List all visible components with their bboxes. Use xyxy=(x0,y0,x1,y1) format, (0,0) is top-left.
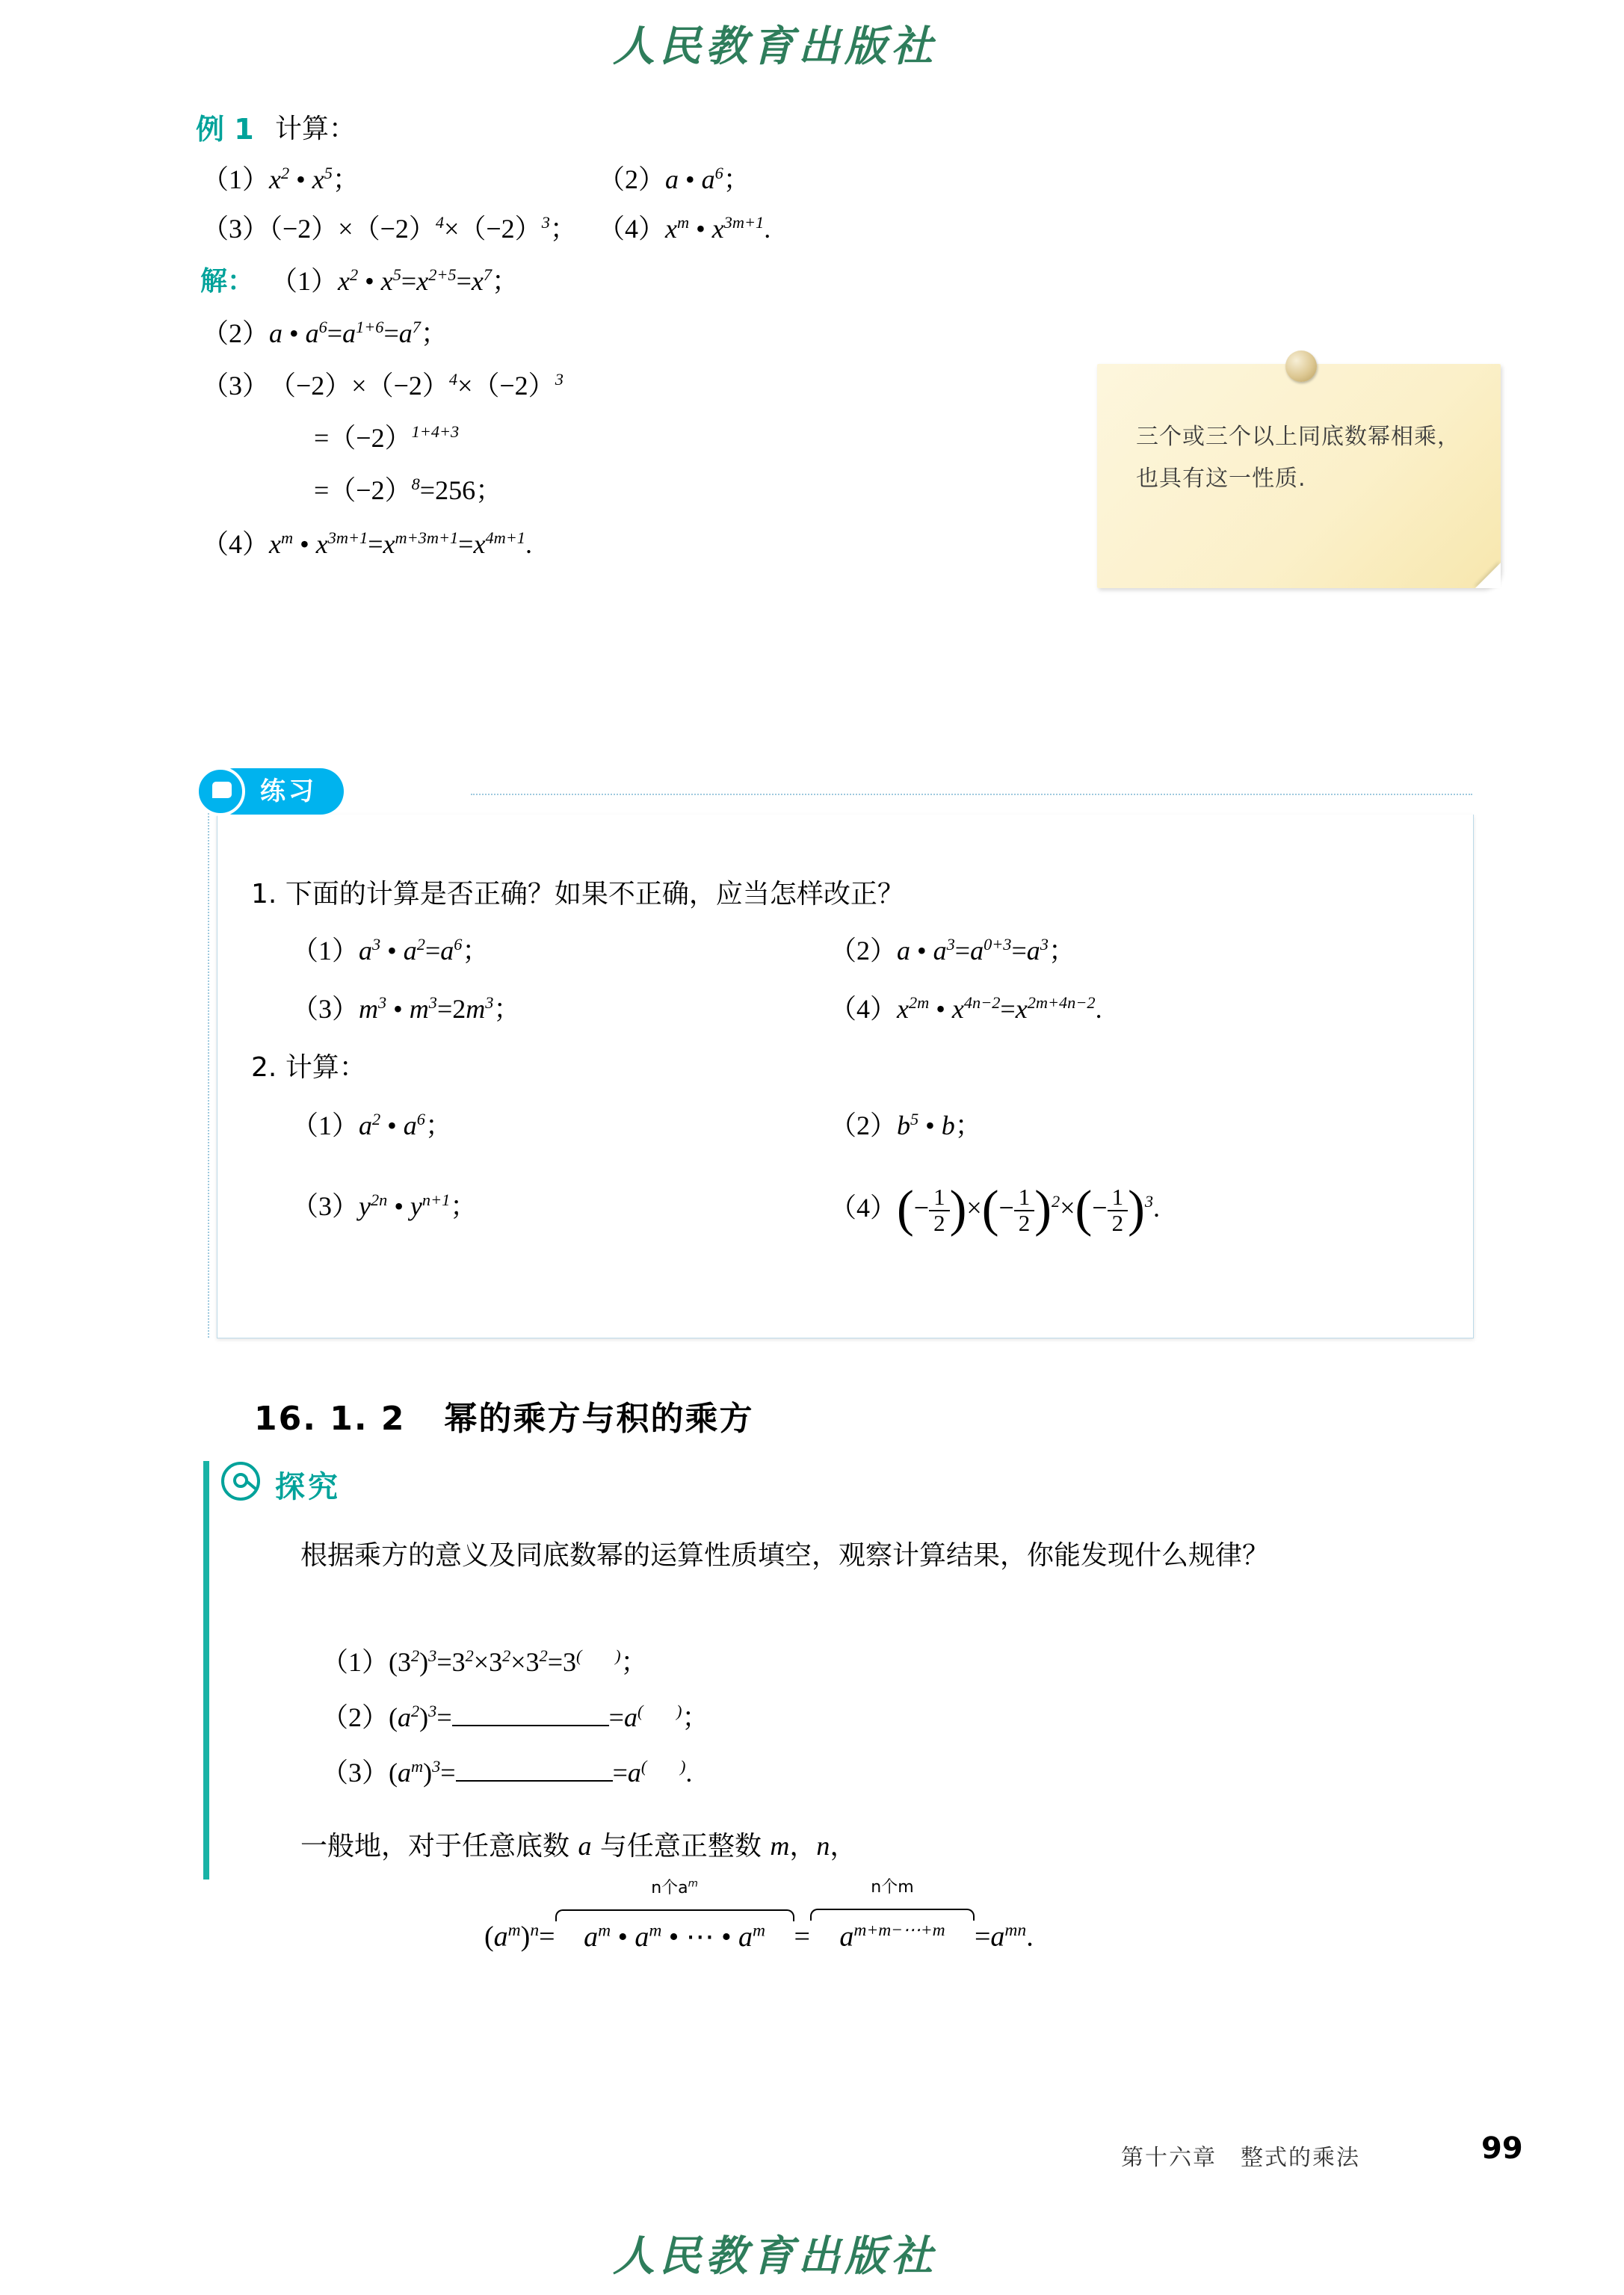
brace-caption-2: n个m xyxy=(871,1878,914,1897)
example-item-1: $(1)x^2$ • $x^5$； xyxy=(202,164,359,194)
publisher-logo-bottom: 人民教育出版社 xyxy=(613,2234,937,2280)
exercise-border-top xyxy=(471,794,1472,795)
inquiry-label: 探究 xyxy=(275,1470,341,1504)
inquiry-item-3: $(3)(a^m)^3= =a^{( )}$. xyxy=(321,1757,693,1788)
section-number: 16. 1. 2 xyxy=(254,1400,406,1438)
exercise-q2-text: 计算： xyxy=(285,1052,366,1083)
sticky-note xyxy=(1097,364,1501,588)
solution-line-5: $=(-2)^8=256$； xyxy=(314,475,503,505)
solution-line-3: （3） $(-2)\times(-2)^4\times(-2)^3$ xyxy=(202,370,564,401)
brace-caption-1: n个$a^m$ xyxy=(651,1877,698,1897)
exercise-q2-number: 2. xyxy=(251,1052,277,1083)
exercise-q1-item-4: $(4)x^{2m}$ • $x^{4n-2}=x^{2m+4n-2}$. xyxy=(830,993,1102,1024)
sticky-note-text: 三个或三个以上同底数幂相乘，也具有这一性质. xyxy=(1136,424,1460,492)
exercise-q1-text: 下面的计算是否正确？如果不正确，应当怎样改正？ xyxy=(285,879,904,909)
page-number: 99 xyxy=(1481,2131,1523,2166)
exercise-q2-item-4: （4）(− $\frac{1}{2}$ )×(− $\frac{1}{2}$ )$^2$×(− $\frac{1}{2}$ )$^3$. xyxy=(830,1180,1161,1237)
inquiry-formula: $(a^m)^n=$ n个$a^m$ $a^m$ • $a^m$ • ⋯ • $a^m$ = n个m $a^{m+m-\cdots+m} =a^{mn}$. xyxy=(484,1913,1034,1953)
solution-line-2: （2）a • $a^6=a^{1+6}=a^7$； xyxy=(202,318,448,348)
inquiry-paragraph-2: 一般地，对于任意底数 a 与任意正整数 m，n， xyxy=(300,1831,857,1862)
exercise-tag-label: 练习 xyxy=(260,776,317,806)
section-heading xyxy=(254,1391,754,1439)
exercise-tag xyxy=(211,768,344,815)
section-title: 幂的乘方与积的乘方 xyxy=(444,1400,754,1438)
exercise-q2-item-2: $(2)b^5$ • b； xyxy=(830,1110,982,1140)
example-item-3: $(3)(-2)\times(-2)^4\times(-2)^3$； xyxy=(202,213,577,244)
exercise-q1-item-3: $(3)m^3$ • $m^3=2m^3$； xyxy=(291,993,521,1024)
exercise-q1 xyxy=(251,873,904,911)
bookmark-icon xyxy=(196,767,245,816)
example-item-4: $(4)x^m$ • $x^{3m+1}$. xyxy=(598,213,771,244)
exercise-q1-number: 1. xyxy=(251,879,277,909)
inquiry-paragraph-1: 根据乘方的意义及同底数幂的运算性质填空，观察计算结果，你能发现什么规律？ xyxy=(300,1540,1270,1571)
exercise-border-left xyxy=(208,792,209,1338)
exercise-q2-item-1: $(1)a^2$ • $a^6$； xyxy=(291,1110,452,1140)
solution-line-1: $(1)x^2$ • $x^5=x^{2+5}=x^7$； xyxy=(271,265,519,296)
footer-chapter: 第十六章 整式的乘法 xyxy=(1121,2145,1360,2171)
solution-line-4: $=(-2)^{1+4+3}$ xyxy=(314,422,460,453)
exercise-q1-item-2: （2）a • $a^3=a^{0+3}=a^3$； xyxy=(830,935,1075,966)
exercise-q2 xyxy=(251,1046,366,1084)
example-label: 例 1 xyxy=(196,113,254,146)
exercise-q2-item-3: $(3)y^{2n}$ • $y^{n+1}$； xyxy=(291,1190,478,1221)
exercise-q1-item-1: $(1)a^3$ • $a^2=a^6$； xyxy=(291,935,490,966)
inquiry-accent-bar xyxy=(203,1461,209,1879)
inquiry-item-2: $(2)(a^2)^3= =a^{( )}$； xyxy=(321,1702,709,1732)
pin-icon xyxy=(1285,350,1317,382)
inquiry-item-1: $(1)(3^2)^3=3^2\times 3^2\times 3^2=3^{( )}$； xyxy=(321,1646,648,1677)
magnifier-icon xyxy=(221,1462,260,1501)
publisher-logo-top: 人民教育出版社 xyxy=(613,24,937,70)
solution-line-6: $(4)x^m$ • $x^{3m+1}=x^{m+3m+1}=x^{4m+1}$. xyxy=(202,528,532,559)
example-item-2: （2）a • $a^6$； xyxy=(598,164,750,194)
solution-label: 解： xyxy=(200,266,255,297)
example-prompt: 计算： xyxy=(275,114,356,144)
